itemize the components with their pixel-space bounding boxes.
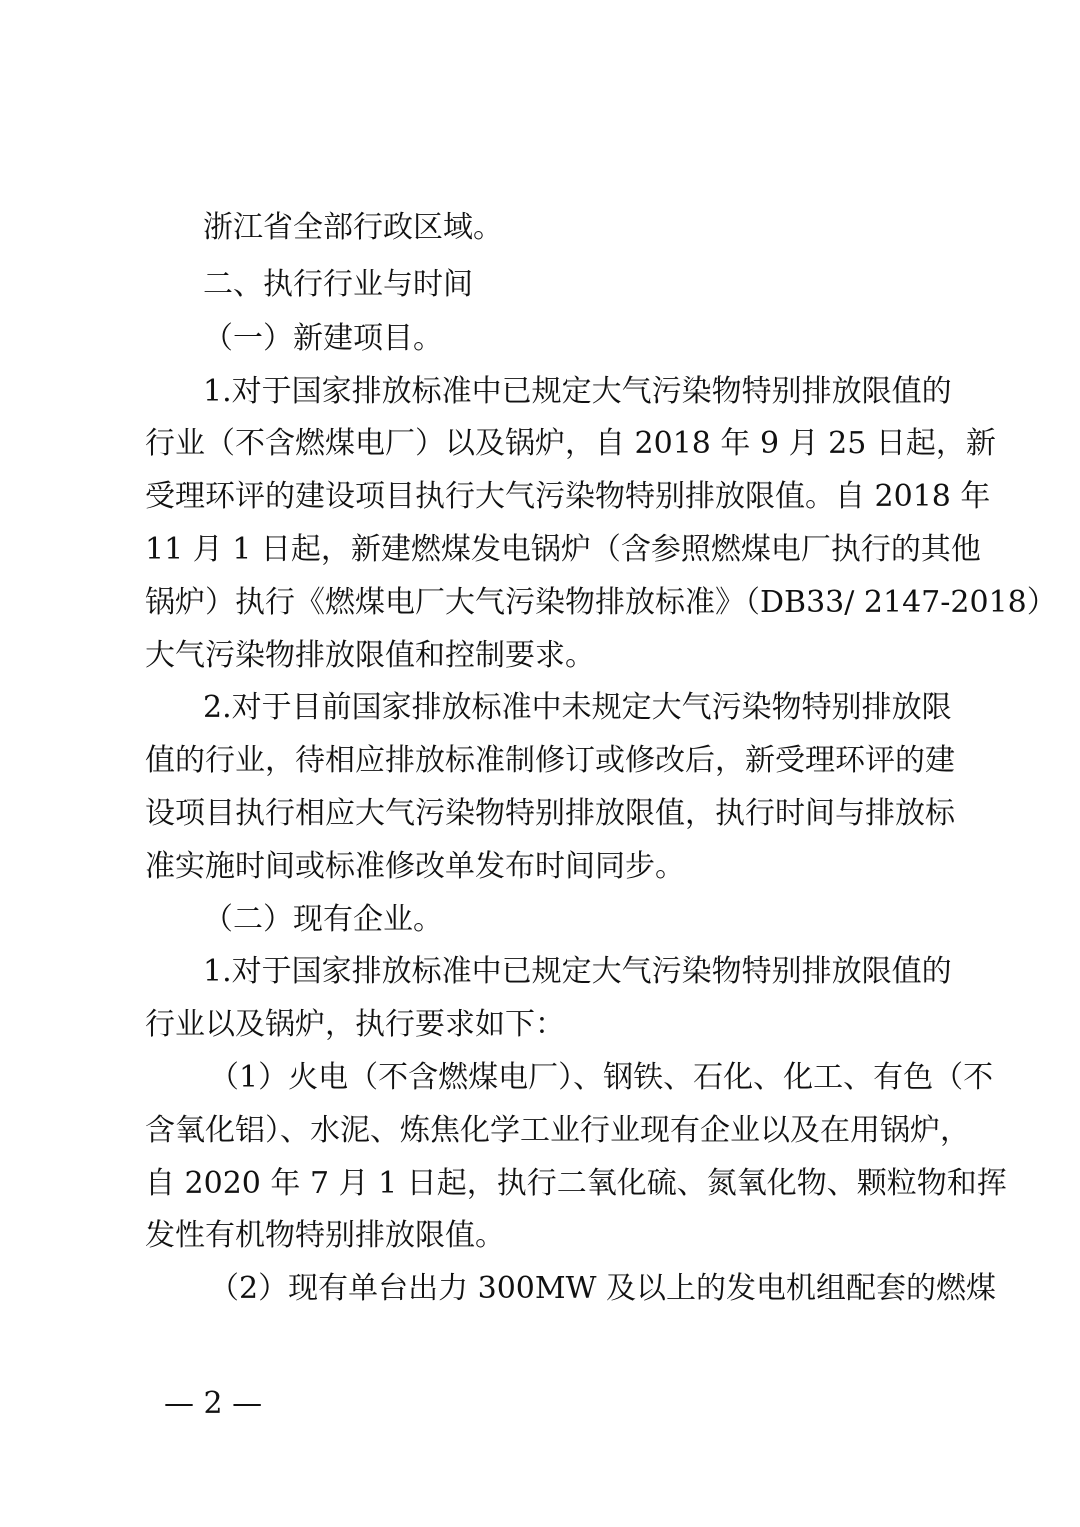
paragraph-line: 准实施时间或标准修改单发布时间同步。 [145, 848, 685, 884]
paragraph-line: 锅炉）执行《燃煤电厂大气污染物排放标准》（DB33/ 2147-2018） [145, 584, 1057, 620]
paragraph-line: 1.对于国家排放标准中已规定大气污染物特别排放限值的 [203, 954, 952, 990]
document-body [145, 202, 1057, 1316]
paragraph-line: （2）现有单台出力 300MW 及以上的发电机组配套的燃煤 [209, 1271, 996, 1307]
paragraph-line: 自 2020 年 7 月 1 日起，执行二氧化硫、氮氧化物、颗粒物和挥 [145, 1165, 1007, 1201]
paragraph-line: 值的行业，待相应排放标准制修订或修改后，新受理环评的建 [145, 743, 955, 779]
paragraph-line: 大气污染物排放限值和控制要求。 [145, 637, 595, 673]
paragraph-line: 2.对于目前国家排放标准中未规定大气污染物特别排放限 [203, 690, 952, 726]
section-heading: 二、执行行业与时间 [203, 266, 473, 302]
subsection-heading: （一）新建项目。 [203, 320, 443, 356]
paragraph-line: 11 月 1 日起，新建燃煤发电锅炉（含参照燃煤电厂执行的其他 [145, 531, 981, 567]
paragraph-line: （1）火电（不含燃煤电厂）、钢铁、石化、化工、有色（不 [209, 1059, 994, 1095]
paragraph-line: 发性有机物特别排放限值。 [145, 1218, 505, 1254]
paragraph-line: 行业（不含燃煤电厂）以及锅炉，自 2018 年 9 月 25 日起，新 [145, 426, 996, 462]
paragraph-line: 浙江省全部行政区域。 [203, 210, 503, 245]
page-number: — 2 — [164, 1386, 263, 1421]
subsection-heading: （二）现有企业。 [203, 901, 443, 937]
paragraph-line: 含氧化铝）、水泥、炼焦化学工业行业现有企业以及在用锅炉， [145, 1112, 970, 1148]
paragraph-line: 行业以及锅炉，执行要求如下： [145, 1007, 565, 1043]
paragraph-line: 设项目执行相应大气污染物特别排放限值，执行时间与排放标 [145, 795, 955, 831]
paragraph-line: 受理环评的建设项目执行大气污染物特别排放限值。自 2018 年 [145, 479, 991, 515]
paragraph-line: 1.对于国家排放标准中已规定大气污染物特别排放限值的 [203, 373, 952, 409]
